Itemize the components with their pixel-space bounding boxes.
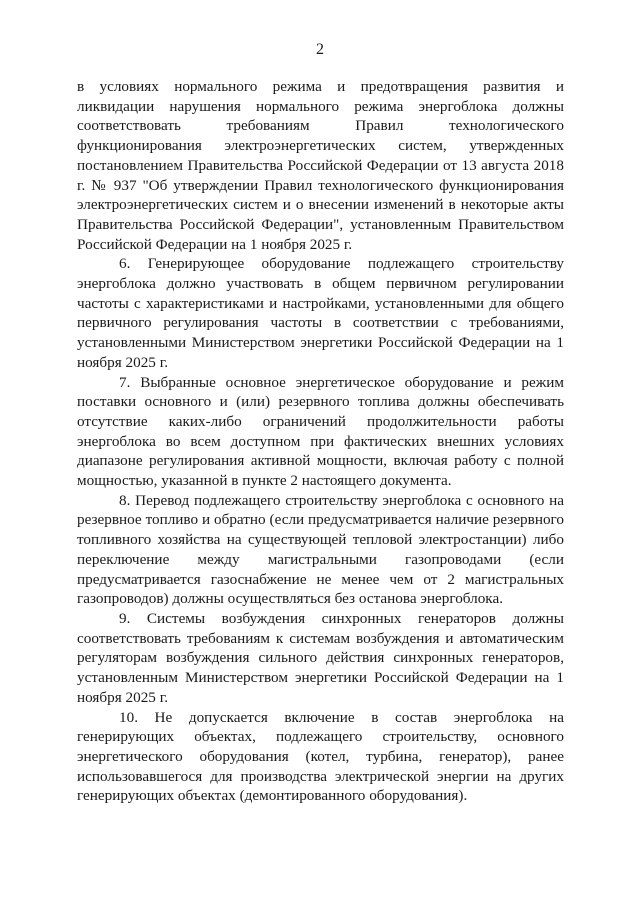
paragraph-item-10: 10. Не допускается включение в состав энергоблока на генерирующих объектах, подлежащего строительству, основного энергетического оборудования (котел, турбина, генератор), ранее использовавшегося для производства электрической энергии на других генерирующих объектах (демонтированного оборудования). — [77, 708, 564, 805]
document-body — [77, 77, 564, 806]
paragraph-item-6: 6. Генерирующее оборудование подлежащего строительству энергоблока должно участвовать в общем первичном регулировании частоты с характеристиками и настройками, установленными для общего первичного регулирования частоты в соответствии с требованиями, установленными Министерством энергетики Российской Федерации на 1 ноября 2025 г. — [77, 255, 564, 371]
paragraph-continuation: в условиях нормального режима и предотвращения развития и ликвидации нарушения нормального режима энергоблока должны соответствовать требованиям Правил технологического функционирования электроэнергетических систем, утвержденных постановлением Правительства Российской Федерации от 13 августа 2018 г. № 937 "Об утверждении Правил технологического функционирования электроэнергетических систем и о внесении изменений в некоторые акты Правительства Российской Федерации", установленным Правительством Российской Федерации на 1 ноября 2025 г. — [77, 78, 564, 253]
paragraph-item-7: 7. Выбранные основное энергетическое оборудование и режим поставки основного и (или) резервного топлива должны обеспечивать отсутствие каких-либо ограничений продолжительности работы энергоблока во всем доступном при фактических внешних условиях диапазоне регулирования активной мощности, включая работу с полной мощностью, указанной в пункте 2 настоящего документа. — [77, 373, 564, 490]
page-number: 2 — [316, 41, 324, 58]
paragraph-item-9: 9. Системы возбуждения синхронных генераторов должны соответствовать требованиям к системам возбуждения и автоматическим регуляторам возбуждения сильного действия синхронных генераторов, установленным Министерством энергетики Российской Федерации на 1 ноября 2025 г. — [77, 609, 564, 706]
paragraph-item-8: 8. Перевод подлежащего строительству энергоблока с основного на резервное топливо и обратно (если предусматривается наличие резервного топливного хозяйства на существующей тепловой электростанции) либо переключение между магистральными газопроводами (если предусматривается газоснабжение не менее чем от 2 магистральных газопроводов) должны осуществляться без останова энергоблока. — [77, 491, 564, 608]
